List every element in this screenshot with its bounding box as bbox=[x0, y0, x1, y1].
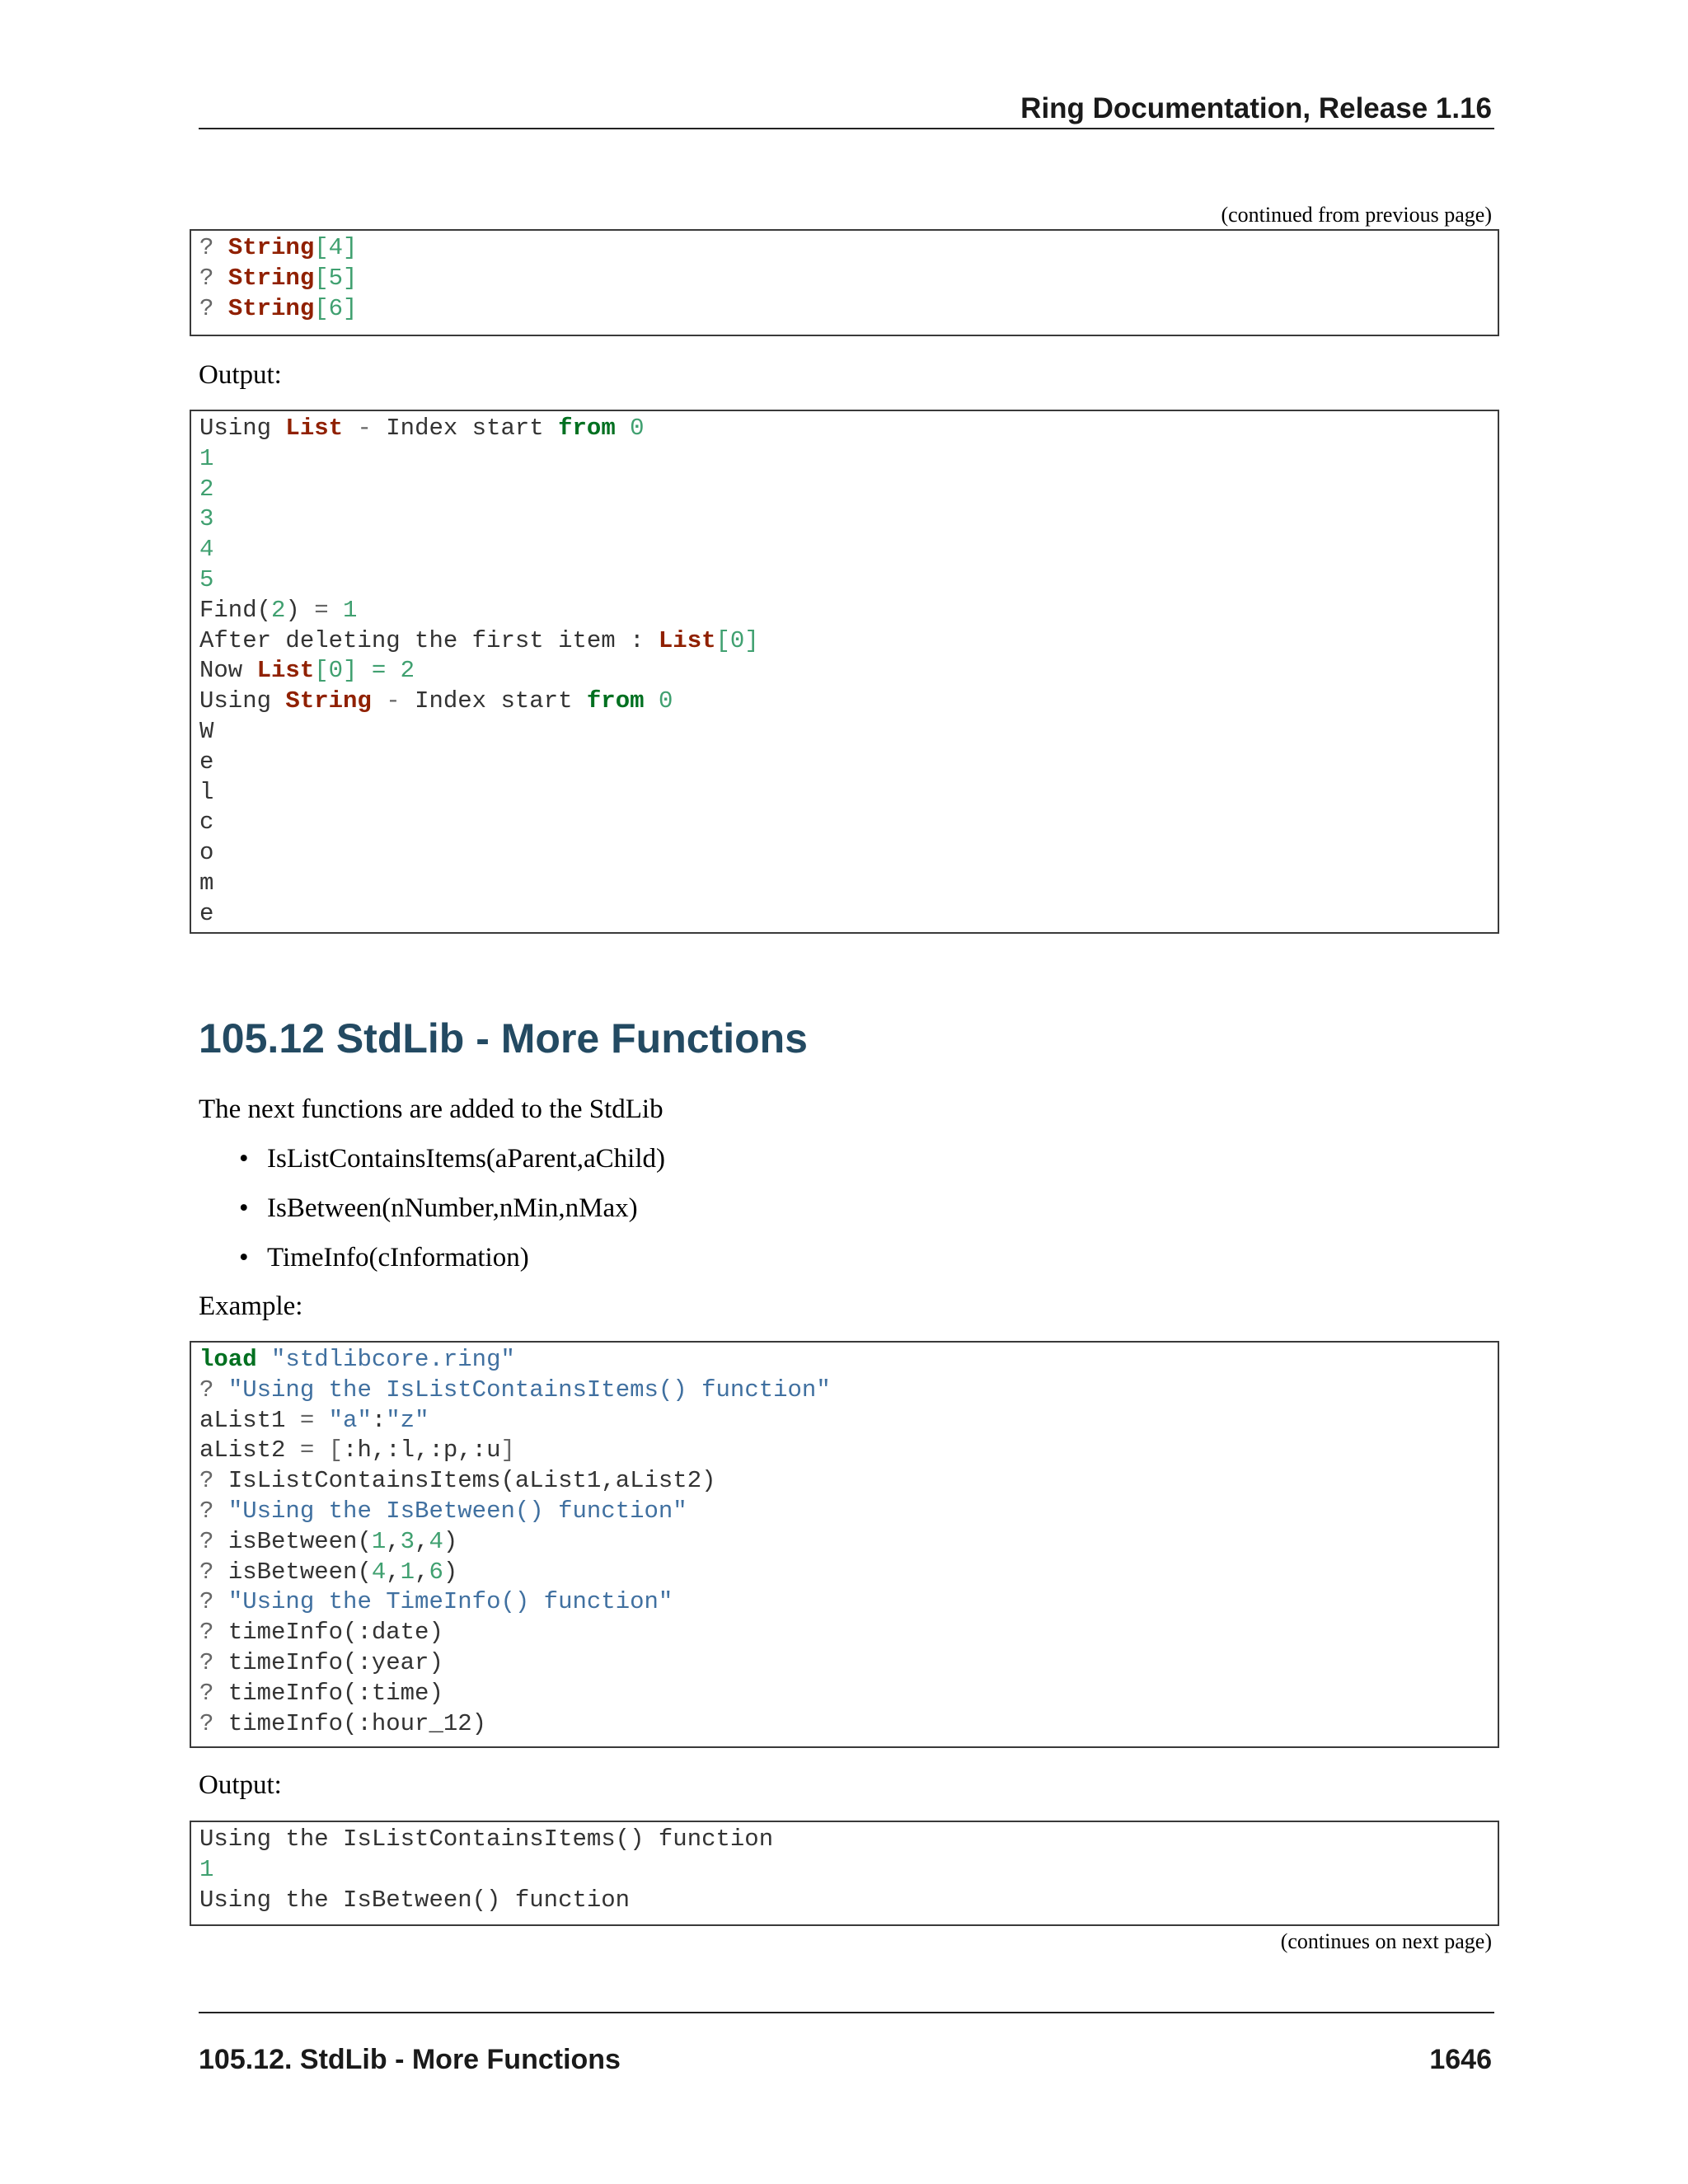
code-token: [0] bbox=[715, 626, 759, 654]
code-token: [0] = 2 bbox=[314, 657, 415, 685]
code-token: load bbox=[199, 1346, 257, 1373]
code-line bbox=[199, 626, 1489, 657]
code-token: o bbox=[199, 839, 214, 867]
continues-text: (continues on next page) bbox=[1280, 1929, 1492, 1953]
code-token: [6] bbox=[314, 294, 358, 322]
code-token: ? bbox=[199, 1376, 228, 1404]
code-line bbox=[199, 535, 1489, 565]
code-token: 6 bbox=[429, 1558, 443, 1586]
code-token: "Using the TimeInfo() function" bbox=[227, 1588, 673, 1616]
running-header-title: Ring Documentation, Release 1.16 bbox=[1020, 92, 1492, 124]
code-line bbox=[199, 1406, 1489, 1436]
code-line bbox=[199, 1855, 1489, 1886]
code-token: ? bbox=[199, 1709, 228, 1737]
code-line bbox=[199, 1709, 1489, 1740]
code-line bbox=[199, 504, 1489, 535]
code-line bbox=[199, 656, 1489, 687]
code-token: List bbox=[658, 626, 716, 654]
code-token: 0 bbox=[658, 687, 673, 715]
code-token: timeInfo(:year) bbox=[227, 1648, 443, 1676]
code-token: , bbox=[386, 1558, 401, 1586]
code-token: ? bbox=[199, 1679, 228, 1707]
code-token: ? bbox=[199, 1619, 228, 1647]
code-token: : bbox=[371, 1406, 387, 1434]
code-line bbox=[199, 1466, 1489, 1497]
code-token: IsListContainsItems(aList1,aList2) bbox=[227, 1467, 716, 1495]
code-line bbox=[199, 748, 1489, 778]
example-label: Example: bbox=[199, 1291, 303, 1321]
code-token bbox=[257, 1346, 271, 1373]
continued-from-text: (continued from previous page) bbox=[1221, 203, 1492, 227]
code-token: ? bbox=[199, 264, 228, 292]
header-rule bbox=[199, 128, 1494, 129]
code-token: Using the IsBetween() function bbox=[199, 1886, 631, 1914]
code-line bbox=[199, 1497, 1489, 1527]
code-token: 0 bbox=[630, 415, 645, 442]
code-token: Now bbox=[199, 657, 257, 685]
code-line bbox=[199, 717, 1489, 748]
code-line bbox=[199, 869, 1489, 899]
code-token: Index start bbox=[415, 687, 587, 715]
list-item: • TimeInfo(cInformation) bbox=[239, 1243, 665, 1292]
code-token: e bbox=[199, 899, 214, 927]
code-line bbox=[199, 475, 1489, 505]
code-token: l bbox=[199, 778, 214, 806]
code-token: W bbox=[199, 717, 214, 745]
code-token: ) bbox=[285, 596, 315, 624]
code-line bbox=[199, 1886, 1489, 1916]
code-token: timeInfo(:time) bbox=[227, 1679, 443, 1707]
code-token: ? bbox=[199, 1467, 228, 1495]
code-line bbox=[199, 838, 1489, 869]
continued-from-note bbox=[1221, 203, 1492, 227]
continues-note bbox=[1281, 1929, 1492, 1954]
code-line bbox=[199, 596, 1489, 626]
code-line bbox=[199, 1436, 1489, 1466]
function-list bbox=[239, 1144, 665, 1292]
code-token: 2 bbox=[199, 475, 214, 503]
code-token: :h,:l,:p,:u bbox=[343, 1436, 501, 1465]
code-token: String bbox=[227, 264, 315, 292]
code-token: ? bbox=[199, 294, 228, 322]
code-token: Using bbox=[199, 415, 286, 442]
code-token: aList2 bbox=[199, 1436, 300, 1465]
code-token: aList1 bbox=[199, 1406, 300, 1434]
code-token: Using bbox=[199, 687, 286, 715]
code-token: ? bbox=[199, 1648, 228, 1676]
code-token: 3 bbox=[199, 505, 214, 533]
code-line bbox=[199, 1345, 1489, 1376]
output-label-1: Output: bbox=[199, 360, 282, 390]
code-token: ? bbox=[199, 1558, 228, 1586]
code-token: 2 bbox=[271, 596, 286, 624]
output-label-2: Output: bbox=[199, 1770, 282, 1800]
footer-section-title: 105.12. StdLib - More Functions bbox=[199, 2044, 621, 2075]
code-token: isBetween( bbox=[227, 1558, 372, 1586]
code-token: List bbox=[256, 657, 315, 685]
code-token: , bbox=[415, 1558, 429, 1586]
code-token: List bbox=[285, 415, 344, 442]
code-token: , bbox=[415, 1527, 429, 1555]
code-token: e bbox=[199, 748, 214, 776]
code-line bbox=[199, 1587, 1489, 1618]
list-item: • IsListContainsItems(aParent,aChild) bbox=[239, 1144, 665, 1193]
code-token: ] bbox=[500, 1436, 515, 1465]
code-token: , bbox=[386, 1527, 401, 1555]
code-block-2 bbox=[190, 1341, 1499, 1748]
code-token: - bbox=[371, 687, 415, 715]
code-line bbox=[199, 1618, 1489, 1648]
code-line bbox=[199, 294, 1489, 325]
code-token: 4 bbox=[371, 1558, 387, 1586]
code-token: ) bbox=[443, 1558, 458, 1586]
code-token: Index start bbox=[386, 415, 559, 442]
code-line bbox=[199, 808, 1489, 838]
section-heading: 105.12 StdLib - More Functions bbox=[199, 1015, 808, 1062]
code-line bbox=[199, 565, 1489, 596]
code-line bbox=[199, 444, 1489, 475]
code-line bbox=[199, 414, 1489, 444]
code-token: 5 bbox=[199, 565, 214, 593]
code-token: 1 bbox=[400, 1558, 415, 1586]
code-token: Find( bbox=[199, 596, 272, 624]
code-token: "stdlibcore.ring" bbox=[271, 1346, 515, 1373]
code-token: ? bbox=[199, 1497, 228, 1525]
output-block-2 bbox=[190, 1821, 1499, 1926]
code-token: Using the IsListContainsItems() function bbox=[199, 1825, 774, 1853]
code-token: "z" bbox=[386, 1406, 429, 1434]
code-line bbox=[199, 778, 1489, 808]
code-line bbox=[199, 1648, 1489, 1679]
code-line bbox=[199, 1527, 1489, 1558]
intro-text: The next functions are added to the StdLib bbox=[199, 1094, 663, 1124]
code-token bbox=[645, 687, 659, 715]
code-block-1 bbox=[190, 229, 1499, 336]
page-number: 1646 bbox=[1429, 2044, 1492, 2075]
code-line bbox=[199, 1825, 1489, 1855]
code-token: "Using the IsListContainsItems() function" bbox=[227, 1376, 831, 1404]
code-token: String bbox=[227, 234, 315, 261]
code-token: [4] bbox=[314, 234, 358, 261]
code-token: After deleting the first item : bbox=[199, 626, 659, 654]
code-token: = bbox=[299, 1406, 315, 1434]
list-item: • IsBetween(nNumber,nMin,nMax) bbox=[239, 1193, 665, 1243]
code-token: "a" bbox=[328, 1406, 372, 1434]
code-token: 1 bbox=[199, 444, 214, 472]
code-token: timeInfo(:hour_12) bbox=[227, 1709, 487, 1737]
code-line bbox=[199, 1679, 1489, 1709]
code-token: ? bbox=[199, 234, 228, 261]
code-line bbox=[199, 687, 1489, 717]
code-line bbox=[199, 899, 1489, 930]
output-block-1 bbox=[190, 410, 1499, 934]
code-token: - bbox=[343, 415, 387, 442]
code-line bbox=[199, 264, 1489, 294]
code-token: c bbox=[199, 808, 214, 837]
code-line bbox=[199, 1558, 1489, 1588]
code-token: "Using the IsBetween() function" bbox=[227, 1497, 687, 1525]
code-token bbox=[314, 1407, 328, 1434]
code-token bbox=[616, 415, 630, 442]
code-token: 4 bbox=[429, 1527, 443, 1555]
code-token: 1 bbox=[199, 1855, 214, 1883]
code-token: 3 bbox=[400, 1527, 415, 1555]
code-token: ? bbox=[199, 1527, 228, 1555]
code-token: m bbox=[199, 869, 214, 897]
code-token: String bbox=[227, 294, 315, 322]
footer-rule bbox=[199, 2012, 1494, 2013]
code-token: String bbox=[285, 687, 372, 715]
code-token: from bbox=[558, 415, 616, 442]
code-token: = bbox=[314, 596, 329, 624]
code-token bbox=[329, 597, 343, 624]
code-line bbox=[199, 1376, 1489, 1406]
code-token: 1 bbox=[343, 596, 358, 624]
code-token: = [ bbox=[299, 1436, 344, 1465]
code-token: ? bbox=[199, 1588, 228, 1616]
code-token: 4 bbox=[199, 536, 214, 564]
code-token: [5] bbox=[314, 264, 358, 292]
code-token: isBetween( bbox=[227, 1527, 372, 1555]
code-token: ) bbox=[443, 1527, 458, 1555]
code-token: 1 bbox=[371, 1527, 387, 1555]
code-token: from bbox=[586, 687, 645, 715]
code-line bbox=[199, 233, 1489, 264]
code-token: timeInfo(:date) bbox=[227, 1619, 443, 1647]
